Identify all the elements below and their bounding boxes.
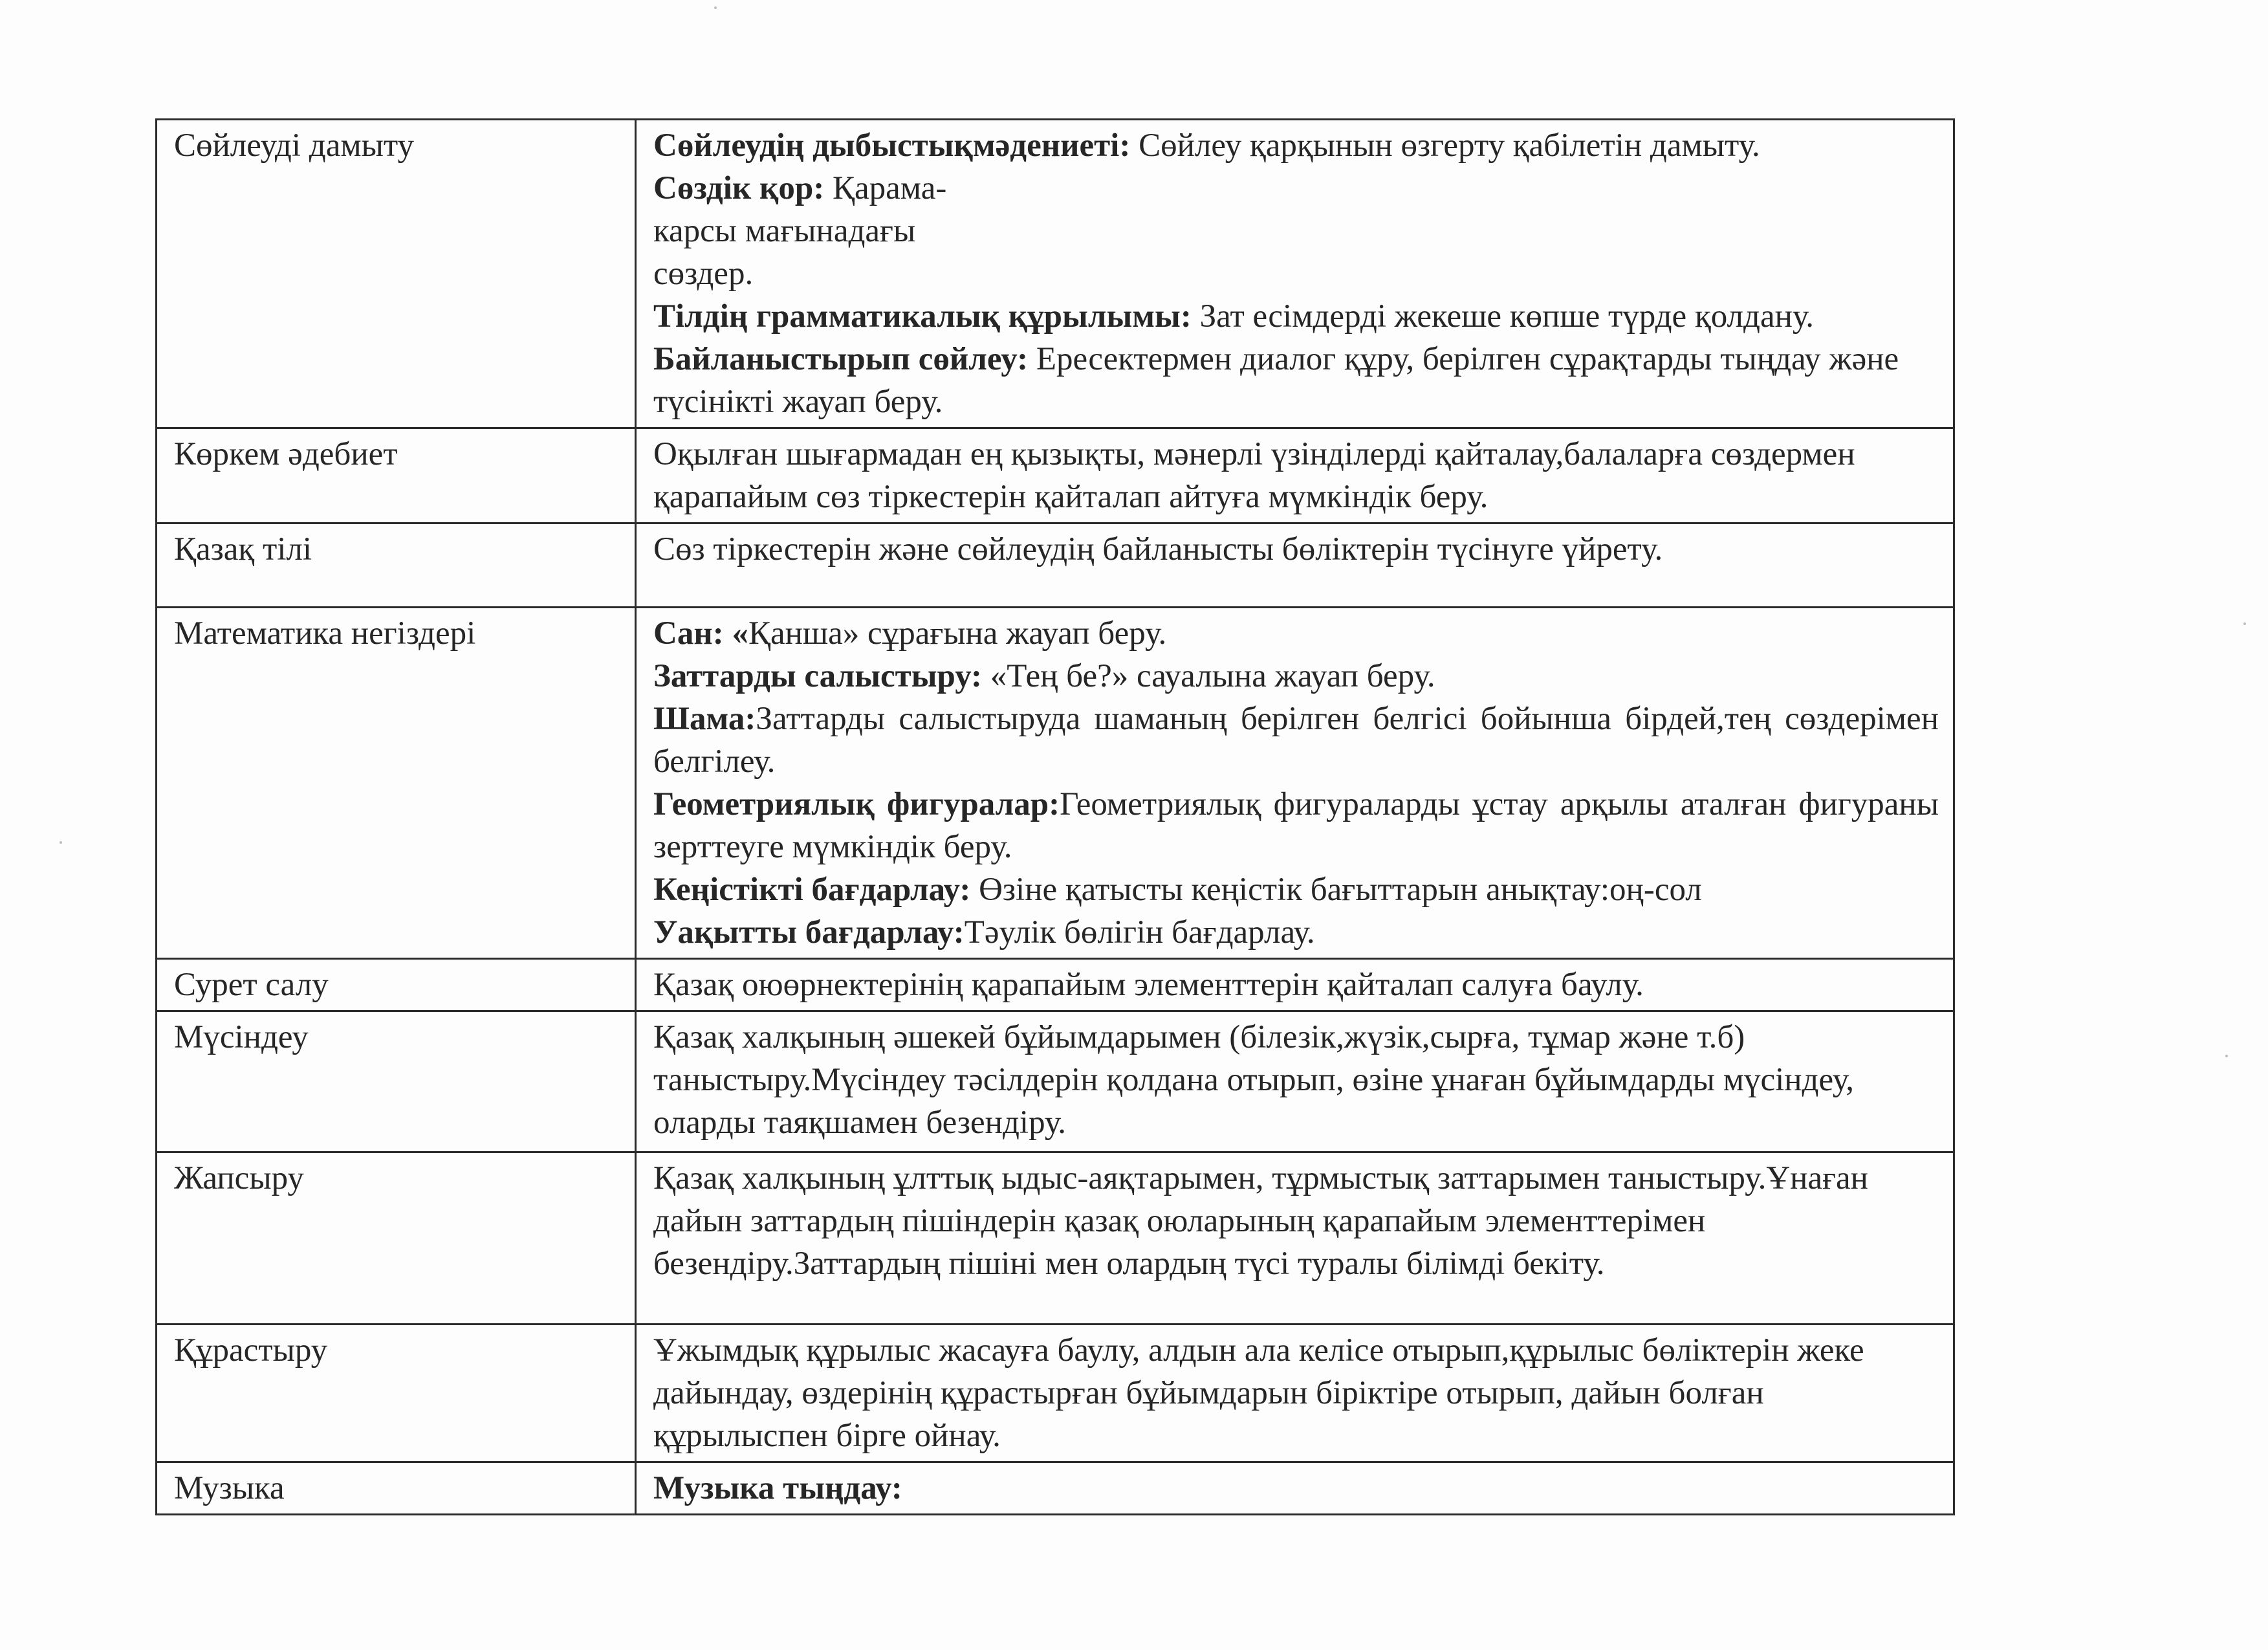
paragraph: Сөз тіркестерін және сөйлеудің байланысты бөліктерін түсінуге үйрету. xyxy=(653,531,1663,567)
subject-cell: Сурет салу xyxy=(157,959,636,1011)
paragraph: Қазақ халқының әшекей бұйымдарымен (білезік,жүзік,сырға, тұмар және т.б) таныстыру.Мүсіндеу тәсілдерін қолдана отырып, өзіне ұнаған бұйымдарды мүсіндеу, оларды таяқшамен безендіру. xyxy=(653,1019,1855,1141)
paragraph: Сөздік қор: Қарама-карсы мағынадағы сөздер. xyxy=(653,170,947,292)
content-cell xyxy=(636,120,1954,428)
subject-cell: Музыка xyxy=(157,1462,636,1515)
content-cell xyxy=(636,1462,1954,1515)
subject-cell: Мүсіндеу xyxy=(157,1011,636,1152)
subject-cell: Құрастыру xyxy=(157,1325,636,1462)
scan-speck xyxy=(60,841,62,844)
paragraph: Сан: «Қанша» сұрағына жауап беру. xyxy=(653,615,1167,652)
scan-speck xyxy=(714,6,717,9)
content-cell xyxy=(636,1325,1954,1462)
table-row xyxy=(157,959,1954,1011)
content-cell xyxy=(636,959,1954,1011)
paragraph: Сөйлеудің дыбыстықмәдениеті: Сөйлеу қарқынын өзгерту қабілетін дамыту. xyxy=(653,127,1760,164)
paragraph: Байланыстырып сөйлеу: Ересектермен диалог құру, берілген сұрақтарды тыңдау және түсінікті жауап беру. xyxy=(653,341,1899,420)
table-row xyxy=(157,120,1954,428)
paragraph: Кеңістікті бағдарлау: Өзіне қатысты кеңістік бағыттарын анықтау:оң-сол xyxy=(653,872,1702,908)
content-cell xyxy=(636,428,1954,523)
table-row xyxy=(157,608,1954,959)
subject-cell: Көркем әдебиет xyxy=(157,428,636,523)
paragraph: Тілдің грамматикалық құрылымы: Зат есімдерді жекеше көпше түрде қолдану. xyxy=(653,298,1815,335)
scan-speck xyxy=(2225,1055,2228,1057)
paragraph: Қазақ оюөрнектерінің қарапайым элементтерін қайталап салуға баулу. xyxy=(653,967,1644,1003)
content-cell xyxy=(636,1152,1954,1325)
table-row xyxy=(157,1325,1954,1462)
table-row xyxy=(157,1462,1954,1515)
content-cell xyxy=(636,608,1954,959)
subject-cell: Сөйлеуді дамыту xyxy=(157,120,636,428)
subject-cell: Математика негіздері xyxy=(157,608,636,959)
paragraph: Қазақ халқының ұлттық ыдыс-аяқтарымен, тұрмыстық заттарымен таныстыру.Ұнаған дайын заттардың пішіндерін қазақ оюларының қарапайым элементтерімен безендіру.Заттардың пішіні мен олардың түсі туралы білімді бекіту. xyxy=(653,1160,1868,1282)
scan-speck xyxy=(2243,622,2246,625)
table-row xyxy=(157,1152,1954,1325)
paragraph: Шама:Заттарды салыстыруда шаманың берілген белгісі бойынша бірдей,тең сөздерімен белгілеу. xyxy=(653,701,1939,780)
paragraph: Музыка тыңдау: xyxy=(653,1470,902,1506)
paragraph: Ұжымдық құрылыс жасауға баулу, алдын ала келісе отырып,құрылыс бөліктерін жеке дайындау, өздерінің құрастырған бұйымдарын біріктіре отырып, дайын болған құрылыспен бірге ойнау. xyxy=(653,1332,1864,1454)
table-row xyxy=(157,1011,1954,1152)
table-row xyxy=(157,428,1954,523)
curriculum-table xyxy=(155,118,1955,1515)
paragraph: Уақытты бағдарлау:Тәулік бөлігін бағдарлау. xyxy=(653,914,1315,951)
paragraph: Оқылған шығармадан ең қызықты, мәнерлі үзінділерді қайталау,балаларға сөздермен қарапайым сөз тіркестерін қайталап айтуға мүмкіндік беру. xyxy=(653,436,1855,515)
paragraph: Заттарды салыстыру: «Тең бе?» сауалына жауап беру. xyxy=(653,658,1435,694)
content-cell xyxy=(636,523,1954,608)
paragraph: Геометриялық фигуралар:Геометриялық фигураларды ұстау арқылы аталған фигураны зерттеуге мүмкіндік беру. xyxy=(653,786,1939,865)
content-cell xyxy=(636,1011,1954,1152)
subject-cell: Жапсыру xyxy=(157,1152,636,1325)
subject-cell: Қазақ тілі xyxy=(157,523,636,608)
table-row xyxy=(157,523,1954,608)
